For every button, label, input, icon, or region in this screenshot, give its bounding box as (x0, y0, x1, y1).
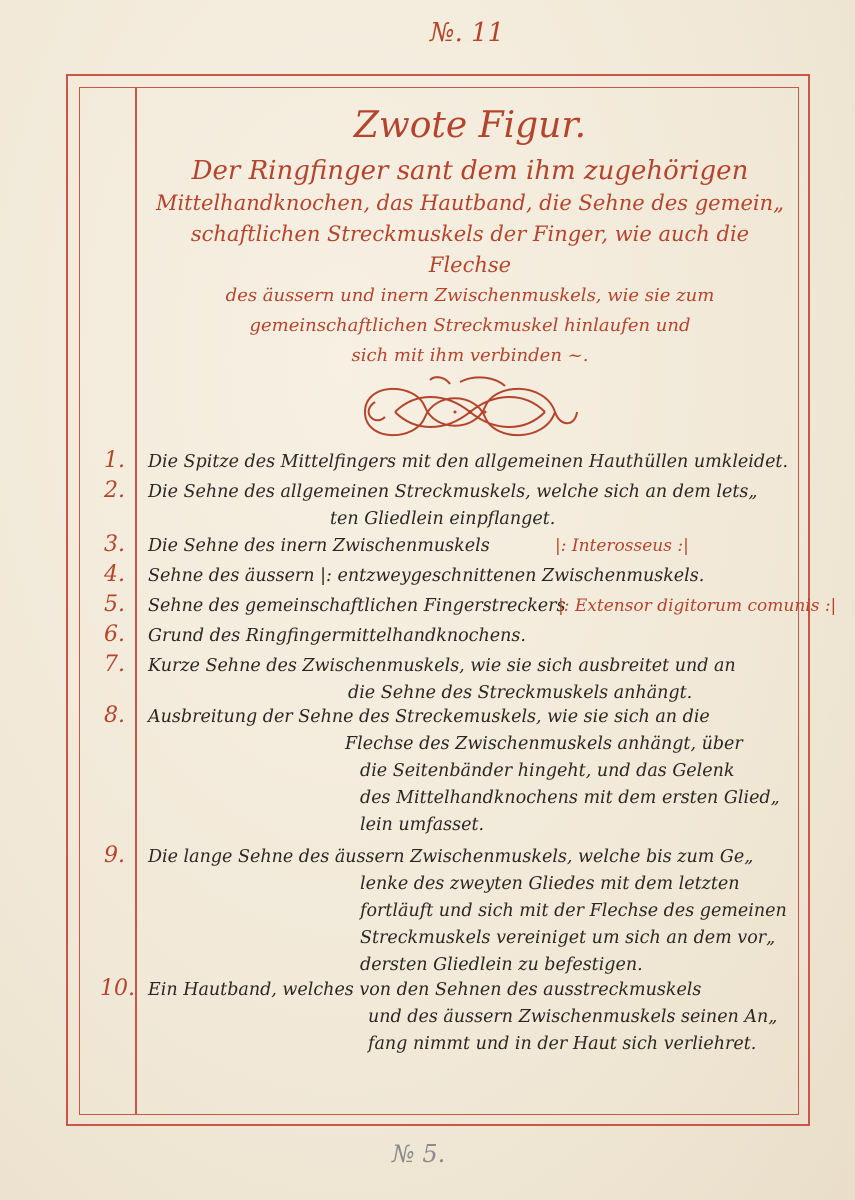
legend-text-line: Kurze Sehne des Zwischenmuskels, wie sie sich ausbreitet und an (148, 656, 736, 676)
title-line-6: gemeinschaftlichen Streckmuskel hinlaufen und (249, 315, 691, 336)
legend-number: 7. (104, 652, 125, 677)
legend-number: 3. (104, 532, 125, 557)
legend-number: 10. (100, 976, 135, 1001)
legend-text-line: und des äussern Zwischenmuskels seinen An„ (368, 1007, 778, 1027)
page-number-bottom: № 5. (392, 1140, 446, 1168)
latin-term: |: Extensor digitorum comunis :| (558, 596, 837, 616)
calligraphic-flourish (355, 372, 585, 452)
legend-text-line: fang nimmt und in der Haut sich verliehret. (368, 1034, 757, 1054)
legend-text-line: Sehne des äussern |: entzweygeschnittenen Zwischenmuskels. (148, 566, 705, 586)
legend-text-line: die Sehne des Streckmuskels anhängt. (348, 683, 693, 703)
legend-text-line: ten Gliedlein einpflanget. (330, 509, 556, 529)
legend-text-line: des Mittelhandknochens mit dem ersten Glied„ (360, 788, 780, 808)
title-line-2: Der Ringfinger sant dem ihm zugehörigen (191, 156, 749, 186)
legend-number: 9. (104, 843, 125, 868)
legend-number: 1. (104, 448, 125, 473)
title-block (150, 105, 790, 371)
legend-number: 6. (104, 622, 125, 647)
legend-text-line: lenke des zweyten Gliedes mit dem letzten (360, 874, 740, 894)
title-line-3: Mittelhandknochen, das Hautband, die Sehne des gemein„ (155, 191, 785, 215)
legend-text-line: Flechse des Zwischenmuskels anhängt, über (345, 734, 743, 754)
legend-text-line: Ausbreitung der Sehne des Streckemuskels, wie sie sich an die (148, 707, 710, 727)
title-line-7: sich mit ihm verbinden ~. (351, 345, 589, 366)
legend-text-line: Ein Hautband, welches von den Sehnen des ausstreckmuskels (148, 980, 702, 1000)
latin-term: |: Interosseus :| (555, 536, 689, 556)
legend-text-line: die Seitenbänder hingeht, und das Gelenk (360, 761, 735, 781)
legend-text-line: Grund des Ringfingermittelhandknochens. (148, 626, 526, 646)
legend-text-line: Die Sehne des inern Zwischenmuskels (148, 536, 490, 556)
legend-text-line: lein umfasset. (360, 815, 485, 835)
legend-text-line: Die lange Sehne des äussern Zwischenmuskels, welche bis zum Ge„ (148, 847, 754, 867)
legend-text-line: dersten Gliedlein zu befestigen. (360, 955, 643, 975)
legend-text-line: Streckmuskels vereiniget um sich an dem vor„ (360, 928, 776, 948)
title-line-4: schaftlichen Streckmuskels der Finger, wie auch die Flechse (190, 222, 750, 277)
legend-text-line: Sehne des gemeinschaftlichen Fingerstreckers (148, 596, 566, 616)
legend-text-line: fortläuft und sich mit der Flechse des gemeinen (360, 901, 787, 921)
margin-rule (135, 87, 137, 1115)
title-heading: Zwote Figur. (353, 105, 587, 146)
legend-number: 2. (104, 478, 125, 503)
legend-text-line: Die Spitze des Mittelfingers mit den allgemeinen Hauthüllen umkleidet. (148, 452, 789, 472)
legend-number: 4. (104, 562, 125, 587)
title-line-5: des äussern und inern Zwischenmuskels, wie sie zum (225, 285, 715, 306)
page-number-top: №. 11 (430, 18, 505, 48)
legend-number: 5. (104, 592, 125, 617)
legend-number: 8. (104, 703, 125, 728)
legend-text-line: Die Sehne des allgemeinen Streckmuskels, welche sich an dem lets„ (148, 482, 758, 502)
